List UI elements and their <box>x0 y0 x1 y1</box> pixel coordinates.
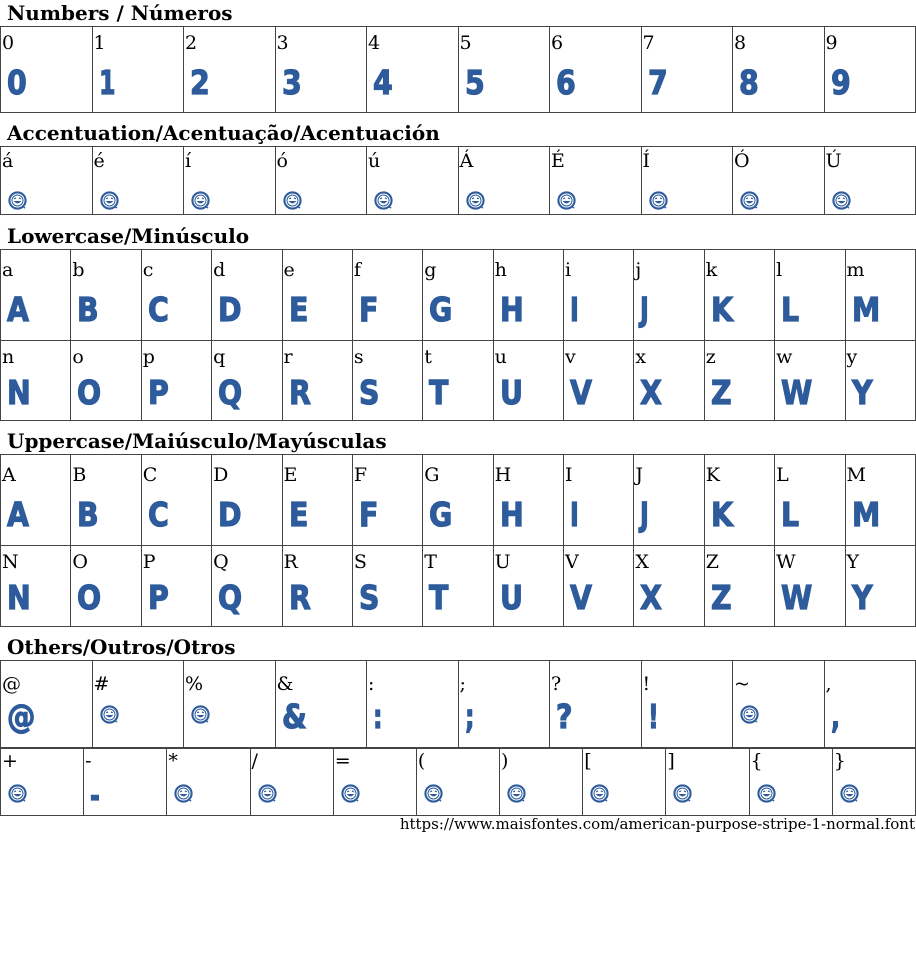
missing-glyph-smiley-icon <box>757 784 776 803</box>
section-title-uppercase: Uppercase/Maiúsculo/Mayúsculas <box>7 429 387 453</box>
character-label: g <box>424 259 437 281</box>
font-sample-glyph: I <box>570 290 579 329</box>
font-sample-glyph: 1 <box>98 63 115 102</box>
glyph-cell <box>733 147 825 215</box>
glyph-cell <box>1 250 71 341</box>
character-label: 7 <box>642 32 655 54</box>
font-sample-glyph: 7 <box>647 63 667 102</box>
character-label: ó <box>276 150 288 172</box>
character-label: í <box>185 150 192 172</box>
font-sample-glyph: E <box>288 290 308 329</box>
character-label: e <box>283 259 295 281</box>
section-title-others: Others/Outros/Otros <box>7 635 236 659</box>
font-sample-glyph: J <box>640 495 649 534</box>
character-label: 9 <box>825 32 838 54</box>
character-label: ! <box>642 673 651 695</box>
font-sample-glyph: N <box>7 578 30 617</box>
character-label: G <box>424 464 440 486</box>
character-label: L <box>776 464 789 486</box>
numbers-grid <box>0 26 916 113</box>
missing-glyph-smiley-icon <box>740 705 759 724</box>
font-sample-glyph: X <box>640 373 662 412</box>
character-label: , <box>825 673 832 695</box>
character-label: Y <box>846 551 860 573</box>
glyph-cell <box>1 661 93 749</box>
character-label: R <box>283 551 298 573</box>
font-sample-glyph: D <box>218 290 241 329</box>
character-label: 6 <box>551 32 564 54</box>
character-label: I <box>565 464 573 486</box>
glyph-row <box>1 341 916 421</box>
font-sample-glyph: N <box>7 373 30 412</box>
glyph-cell <box>275 27 367 113</box>
glyph-cell <box>71 455 141 546</box>
character-label: K <box>705 464 720 486</box>
glyph-cell <box>775 341 845 421</box>
font-sample-glyph: 2 <box>190 63 209 102</box>
font-sample-glyph: 8 <box>739 63 758 102</box>
missing-glyph-smiley-icon <box>341 784 360 803</box>
font-sample-glyph: B <box>77 495 99 534</box>
character-label: * <box>168 750 178 772</box>
glyph-cell <box>275 661 367 749</box>
glyph-cell <box>493 546 563 627</box>
character-label: p <box>142 346 155 368</box>
font-sample-glyph: K <box>710 495 732 534</box>
missing-glyph-smiley-icon <box>283 191 302 210</box>
character-label: - <box>85 750 92 772</box>
font-sample-glyph: V <box>570 578 592 617</box>
glyph-cell <box>282 455 352 546</box>
glyph-cell <box>493 250 563 341</box>
character-label: Á <box>459 150 474 172</box>
glyph-row <box>1 546 916 627</box>
character-label: A <box>2 464 16 486</box>
font-sample-glyph: M <box>851 495 879 534</box>
character-label: @ <box>2 673 21 695</box>
font-sample-glyph: @ <box>7 697 35 736</box>
font-sample-glyph: J <box>640 290 649 329</box>
glyph-cell <box>500 748 583 816</box>
glyph-cell <box>352 455 422 546</box>
character-label: b <box>72 259 85 281</box>
font-sample-glyph: K <box>710 290 732 329</box>
character-label: 0 <box>2 32 15 54</box>
section-title-numbers: Numbers / Números <box>7 1 233 25</box>
glyph-cell <box>184 27 276 113</box>
missing-glyph-smiley-icon <box>740 191 759 210</box>
glyph-cell <box>775 250 845 341</box>
missing-glyph-smiley-icon <box>590 784 609 803</box>
font-sample-glyph: F <box>358 290 378 329</box>
glyph-cell <box>1 748 84 816</box>
glyph-cell <box>824 661 916 749</box>
glyph-cell <box>634 250 704 341</box>
glyph-cell <box>184 147 276 215</box>
font-sample-glyph: Q <box>218 373 242 412</box>
character-label: á <box>2 150 14 172</box>
character-label: Ó <box>734 150 750 172</box>
font-sample-glyph: ! <box>647 697 658 736</box>
glyph-cell <box>250 748 333 816</box>
glyph-cell <box>92 661 184 749</box>
character-label: 5 <box>459 32 472 54</box>
character-label: T <box>424 551 437 573</box>
font-sample-glyph: 0 <box>7 63 26 102</box>
glyph-cell <box>367 27 459 113</box>
lowercase-grid <box>0 249 916 421</box>
font-sample-glyph: ; <box>464 697 474 736</box>
glyph-cell <box>1 147 93 215</box>
glyph-cell <box>641 27 733 113</box>
glyph-cell <box>564 455 634 546</box>
character-label: & <box>276 673 294 695</box>
glyph-cell <box>423 341 493 421</box>
glyph-cell <box>1 341 71 421</box>
font-sample-glyph: U <box>499 578 522 617</box>
character-label: r <box>283 346 293 368</box>
glyph-cell <box>423 546 493 627</box>
font-sample-glyph: V <box>570 373 592 412</box>
glyph-cell <box>1 27 93 113</box>
character-label: i <box>565 259 572 281</box>
character-label: ~ <box>734 673 750 695</box>
font-sample-glyph: G <box>429 495 452 534</box>
character-label: u <box>494 346 507 368</box>
missing-glyph-smiley-icon <box>466 191 485 210</box>
character-label: l <box>776 259 783 281</box>
character-label: É <box>551 150 565 172</box>
character-label: o <box>72 346 84 368</box>
font-sample-glyph: I <box>570 495 579 534</box>
font-sample-glyph: C <box>147 495 168 534</box>
character-label: H <box>494 464 512 486</box>
missing-glyph-smiley-icon <box>374 191 393 210</box>
glyph-cell <box>832 748 915 816</box>
font-sample-glyph: W <box>781 373 812 412</box>
font-sample-glyph: A <box>7 290 29 329</box>
font-sample-glyph: - <box>90 776 100 815</box>
character-label: # <box>93 673 110 695</box>
character-label: M <box>846 464 866 486</box>
character-label: k <box>705 259 718 281</box>
glyph-cell <box>141 250 211 341</box>
glyph-cell <box>704 455 774 546</box>
font-sample-glyph: M <box>851 290 879 329</box>
glyph-cell <box>282 341 352 421</box>
font-sample-glyph: & <box>281 697 306 736</box>
character-label: X <box>635 551 649 573</box>
character-label: m <box>846 259 865 281</box>
font-sample-glyph: T <box>429 578 448 617</box>
font-sample-glyph: L <box>781 290 799 329</box>
font-sample-glyph: H <box>499 495 523 534</box>
character-label: j <box>635 259 642 281</box>
glyph-cell <box>212 455 282 546</box>
others-grid-row2 <box>0 747 916 816</box>
glyph-cell <box>212 341 282 421</box>
glyph-cell <box>550 27 642 113</box>
font-sample-glyph: ? <box>556 697 572 736</box>
glyph-cell <box>666 748 749 816</box>
character-label: c <box>142 259 154 281</box>
font-sample-glyph: T <box>429 373 448 412</box>
glyph-cell <box>550 147 642 215</box>
glyph-cell <box>749 748 832 816</box>
font-sample-glyph: O <box>77 373 101 412</box>
glyph-cell <box>92 147 184 215</box>
character-label: { <box>750 750 763 772</box>
glyph-cell <box>564 250 634 341</box>
glyph-cell <box>775 455 845 546</box>
font-sample-glyph: G <box>429 290 452 329</box>
character-label: é <box>93 150 105 172</box>
glyph-cell <box>493 341 563 421</box>
glyph-cell <box>352 250 422 341</box>
missing-glyph-smiley-icon <box>507 784 526 803</box>
glyph-cell <box>550 661 642 749</box>
glyph-row <box>1 748 916 816</box>
font-sample-glyph: : <box>373 697 382 736</box>
font-sample-glyph: A <box>7 495 29 534</box>
missing-glyph-smiley-icon <box>174 784 193 803</box>
character-label: D <box>213 464 229 486</box>
missing-glyph-smiley-icon <box>424 784 443 803</box>
font-sample-glyph: R <box>288 373 310 412</box>
character-label: [ <box>584 750 592 772</box>
glyph-cell <box>583 748 666 816</box>
font-sample-glyph: D <box>218 495 241 534</box>
glyph-cell <box>845 455 915 546</box>
font-sample-glyph: F <box>358 495 378 534</box>
missing-glyph-smiley-icon <box>100 705 119 724</box>
font-sample-glyph: W <box>781 578 812 617</box>
section-title-accents: Accentuation/Acentuação/Acentuación <box>7 121 440 145</box>
glyph-cell <box>1 546 71 627</box>
font-sample-glyph: Z <box>710 373 731 412</box>
glyph-row <box>1 661 916 749</box>
glyph-cell <box>367 661 459 749</box>
character-label: + <box>2 750 18 772</box>
character-label: F <box>353 464 368 486</box>
font-sample-glyph: 9 <box>830 63 850 102</box>
glyph-cell <box>733 661 825 749</box>
character-label: x <box>635 346 647 368</box>
glyph-cell <box>416 748 499 816</box>
character-label: C <box>142 464 158 486</box>
character-label: ú <box>368 150 381 172</box>
character-label: t <box>424 346 432 368</box>
glyph-cell <box>634 341 704 421</box>
glyph-cell <box>564 546 634 627</box>
missing-glyph-smiley-icon <box>840 784 859 803</box>
glyph-cell <box>84 748 167 816</box>
character-label: f <box>353 259 361 281</box>
character-label: q <box>213 346 226 368</box>
others-grid-row1 <box>0 660 916 749</box>
character-label: P <box>142 551 156 573</box>
character-label: 4 <box>368 32 381 54</box>
glyph-cell <box>367 147 459 215</box>
missing-glyph-smiley-icon <box>191 191 210 210</box>
glyph-cell <box>212 250 282 341</box>
glyph-cell <box>641 661 733 749</box>
font-sample-glyph: Y <box>851 578 872 617</box>
font-sample-glyph: P <box>147 578 168 617</box>
missing-glyph-smiley-icon <box>673 784 692 803</box>
glyph-cell <box>275 147 367 215</box>
uppercase-grid <box>0 454 916 627</box>
font-sample-glyph: Q <box>218 578 242 617</box>
glyph-cell <box>141 546 211 627</box>
character-label: S <box>353 551 367 573</box>
character-label: h <box>494 259 507 281</box>
font-sample-glyph: B <box>77 290 99 329</box>
character-label: ) <box>501 750 509 772</box>
character-label: : <box>368 673 375 695</box>
font-sample-glyph: S <box>358 373 379 412</box>
glyph-cell <box>704 341 774 421</box>
glyph-cell <box>92 27 184 113</box>
missing-glyph-smiley-icon <box>649 191 668 210</box>
glyph-cell <box>458 27 550 113</box>
character-label: 2 <box>185 32 198 54</box>
character-label: v <box>565 346 576 368</box>
character-label: O <box>72 551 88 573</box>
glyph-cell <box>1 455 71 546</box>
font-sample-glyph: 3 <box>281 63 301 102</box>
font-sample-glyph: P <box>147 373 168 412</box>
glyph-cell <box>184 661 276 749</box>
glyph-cell <box>212 546 282 627</box>
glyph-cell <box>824 147 916 215</box>
missing-glyph-smiley-icon <box>258 784 277 803</box>
font-sample-glyph: 6 <box>556 63 575 102</box>
glyph-cell <box>845 546 915 627</box>
character-label: Z <box>705 551 719 573</box>
glyph-cell <box>704 250 774 341</box>
character-label: ; <box>459 673 466 695</box>
glyph-row <box>1 147 916 215</box>
character-label: N <box>2 551 19 573</box>
character-label: / <box>251 750 258 772</box>
glyph-cell <box>352 341 422 421</box>
glyph-cell <box>634 546 704 627</box>
character-label: W <box>776 551 796 573</box>
glyph-row <box>1 455 916 546</box>
glyph-cell <box>845 250 915 341</box>
character-label: 3 <box>276 32 289 54</box>
font-sample-glyph: H <box>499 290 523 329</box>
missing-glyph-smiley-icon <box>191 705 210 724</box>
font-sample-glyph: R <box>288 578 310 617</box>
font-sample-glyph: Z <box>710 578 731 617</box>
glyph-cell <box>493 455 563 546</box>
glyph-cell <box>71 546 141 627</box>
character-label: Q <box>213 551 229 573</box>
glyph-cell <box>71 250 141 341</box>
font-sample-glyph: X <box>640 578 662 617</box>
glyph-cell <box>775 546 845 627</box>
glyph-cell <box>333 748 416 816</box>
glyph-cell <box>458 661 550 749</box>
glyph-cell <box>824 27 916 113</box>
glyph-cell <box>634 455 704 546</box>
glyph-row <box>1 250 916 341</box>
glyph-cell <box>167 748 250 816</box>
character-label: Í <box>642 150 651 172</box>
missing-glyph-smiley-icon <box>832 191 851 210</box>
character-label: z <box>705 346 716 368</box>
glyph-cell <box>458 147 550 215</box>
character-label: n <box>2 346 15 368</box>
character-label: J <box>635 464 643 486</box>
character-label: 8 <box>734 32 747 54</box>
font-sample-glyph: L <box>781 495 799 534</box>
character-label: U <box>494 551 511 573</box>
missing-glyph-smiley-icon <box>557 191 576 210</box>
font-sample-glyph: U <box>499 373 522 412</box>
glyph-cell <box>352 546 422 627</box>
character-label: Ú <box>825 150 842 172</box>
glyph-cell <box>282 546 352 627</box>
missing-glyph-smiley-icon <box>8 784 27 803</box>
font-sample-glyph: E <box>288 495 308 534</box>
glyph-cell <box>141 341 211 421</box>
character-label: d <box>213 259 226 281</box>
glyph-cell <box>423 250 493 341</box>
character-label: ( <box>417 750 426 772</box>
font-sample-glyph: Y <box>851 373 872 412</box>
glyph-cell <box>704 546 774 627</box>
character-label: w <box>776 346 793 368</box>
glyph-cell <box>641 147 733 215</box>
character-label: V <box>565 551 579 573</box>
character-label: s <box>353 346 364 368</box>
font-sample-glyph: C <box>147 290 168 329</box>
font-sample-glyph: 4 <box>373 63 392 102</box>
glyph-cell <box>282 250 352 341</box>
glyph-cell <box>564 341 634 421</box>
font-sample-glyph: O <box>77 578 101 617</box>
glyph-cell <box>733 27 825 113</box>
character-label: ] <box>667 750 675 772</box>
character-label: y <box>846 346 858 368</box>
glyph-cell <box>71 341 141 421</box>
missing-glyph-smiley-icon <box>8 191 27 210</box>
character-label: = <box>334 750 351 772</box>
glyph-cell <box>845 341 915 421</box>
missing-glyph-smiley-icon <box>100 191 119 210</box>
font-sample-glyph: 5 <box>464 63 484 102</box>
source-url: https://www.maisfontes.com/american-purpose-stripe-1-normal.font <box>399 815 915 833</box>
font-sample-glyph: , <box>830 697 839 736</box>
character-label: % <box>185 673 204 695</box>
font-sample-glyph: S <box>358 578 379 617</box>
glyph-cell <box>141 455 211 546</box>
character-label: a <box>2 259 14 281</box>
accents-grid <box>0 146 916 215</box>
character-label: B <box>72 464 87 486</box>
character-label: 1 <box>93 32 106 54</box>
character-label: E <box>283 464 298 486</box>
glyph-row <box>1 27 916 113</box>
section-title-lowercase: Lowercase/Minúsculo <box>7 224 250 248</box>
glyph-cell <box>423 455 493 546</box>
character-label: ? <box>551 673 562 695</box>
character-label: } <box>833 750 846 772</box>
